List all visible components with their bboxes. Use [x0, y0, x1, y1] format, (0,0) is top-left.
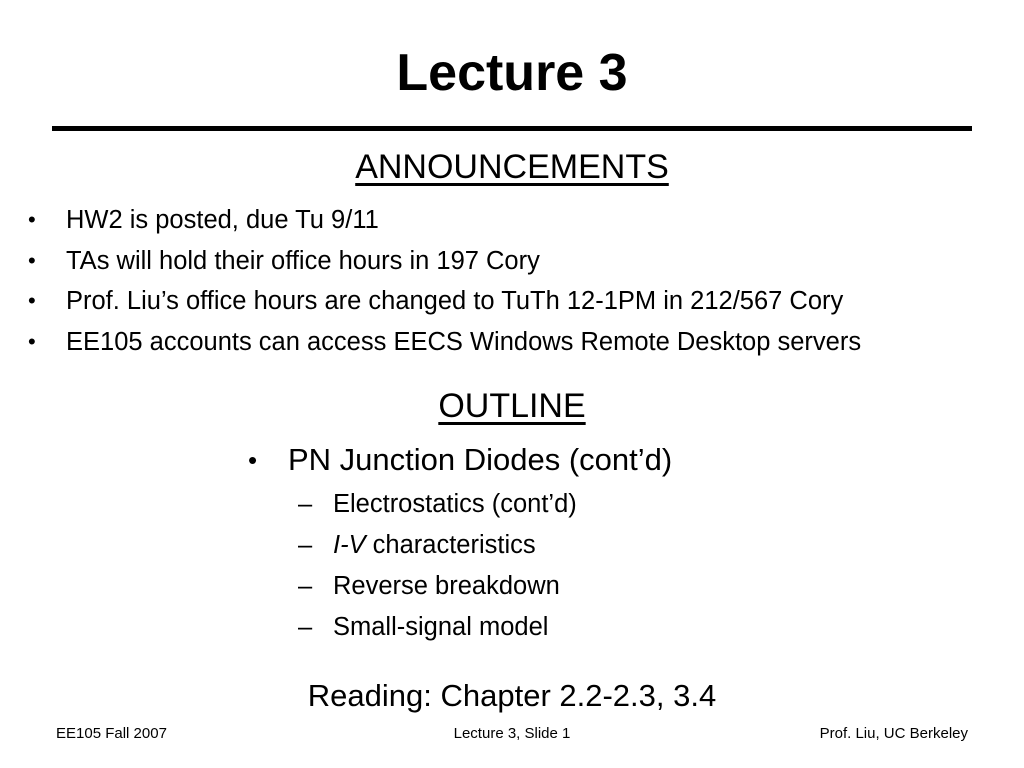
- outline-sub-italic: I-V: [333, 531, 366, 559]
- bullet-icon: •: [248, 445, 258, 475]
- outline-main-item: [248, 440, 672, 480]
- footer-slide-number: Lecture 3, Slide 1: [453, 725, 571, 742]
- announcements-heading: ANNOUNCEMENTS: [355, 148, 669, 186]
- announcement-item: [28, 322, 1018, 363]
- outline-sub-item: [298, 607, 577, 648]
- announcement-item: [28, 241, 1018, 282]
- announcement-item: [28, 281, 1018, 322]
- outline-sub-list: [298, 484, 577, 648]
- bullet-icon: •: [28, 207, 36, 232]
- dash-icon: –: [298, 572, 313, 600]
- outline-sub-text: Small-signal model: [333, 613, 549, 641]
- outline-sub-text: Electrostatics (cont’d): [333, 490, 577, 518]
- outline-main-text: PN Junction Diodes (cont’d): [288, 442, 673, 477]
- reading-assignment: Reading: Chapter 2.2-2.3, 3.4: [307, 678, 717, 713]
- slide-title: Lecture 3: [396, 44, 628, 102]
- outline-sub-item: [298, 525, 577, 566]
- outline-sub-text: Reverse breakdown: [333, 572, 560, 600]
- announcements-list: [28, 200, 1018, 362]
- footer-course: EE105 Fall 2007: [56, 725, 167, 742]
- dash-icon: –: [298, 613, 313, 641]
- outline-sub-text: characteristics: [365, 531, 536, 559]
- bullet-icon: •: [28, 288, 36, 313]
- dash-icon: –: [298, 531, 313, 559]
- outline-sub-item: [298, 566, 577, 607]
- title-divider: [52, 126, 972, 131]
- bullet-icon: •: [28, 247, 36, 273]
- announcement-text: EE105 accounts can access EECS Windows Remote Desktop servers: [66, 327, 862, 356]
- outline-heading: OUTLINE: [438, 387, 586, 425]
- announcement-text: TAs will hold their office hours in 197 Cory: [66, 246, 540, 275]
- outline-sub-item: [298, 484, 577, 525]
- dash-icon: –: [298, 490, 313, 518]
- announcement-text: HW2 is posted, due Tu 9/11: [66, 206, 379, 234]
- bullet-icon: •: [28, 328, 36, 354]
- announcement-item: [28, 200, 1018, 241]
- announcement-text: Prof. Liu’s office hours are changed to TuTh 12-1PM in 212/567 Cory: [66, 287, 844, 315]
- footer-author: Prof. Liu, UC Berkeley: [819, 725, 968, 742]
